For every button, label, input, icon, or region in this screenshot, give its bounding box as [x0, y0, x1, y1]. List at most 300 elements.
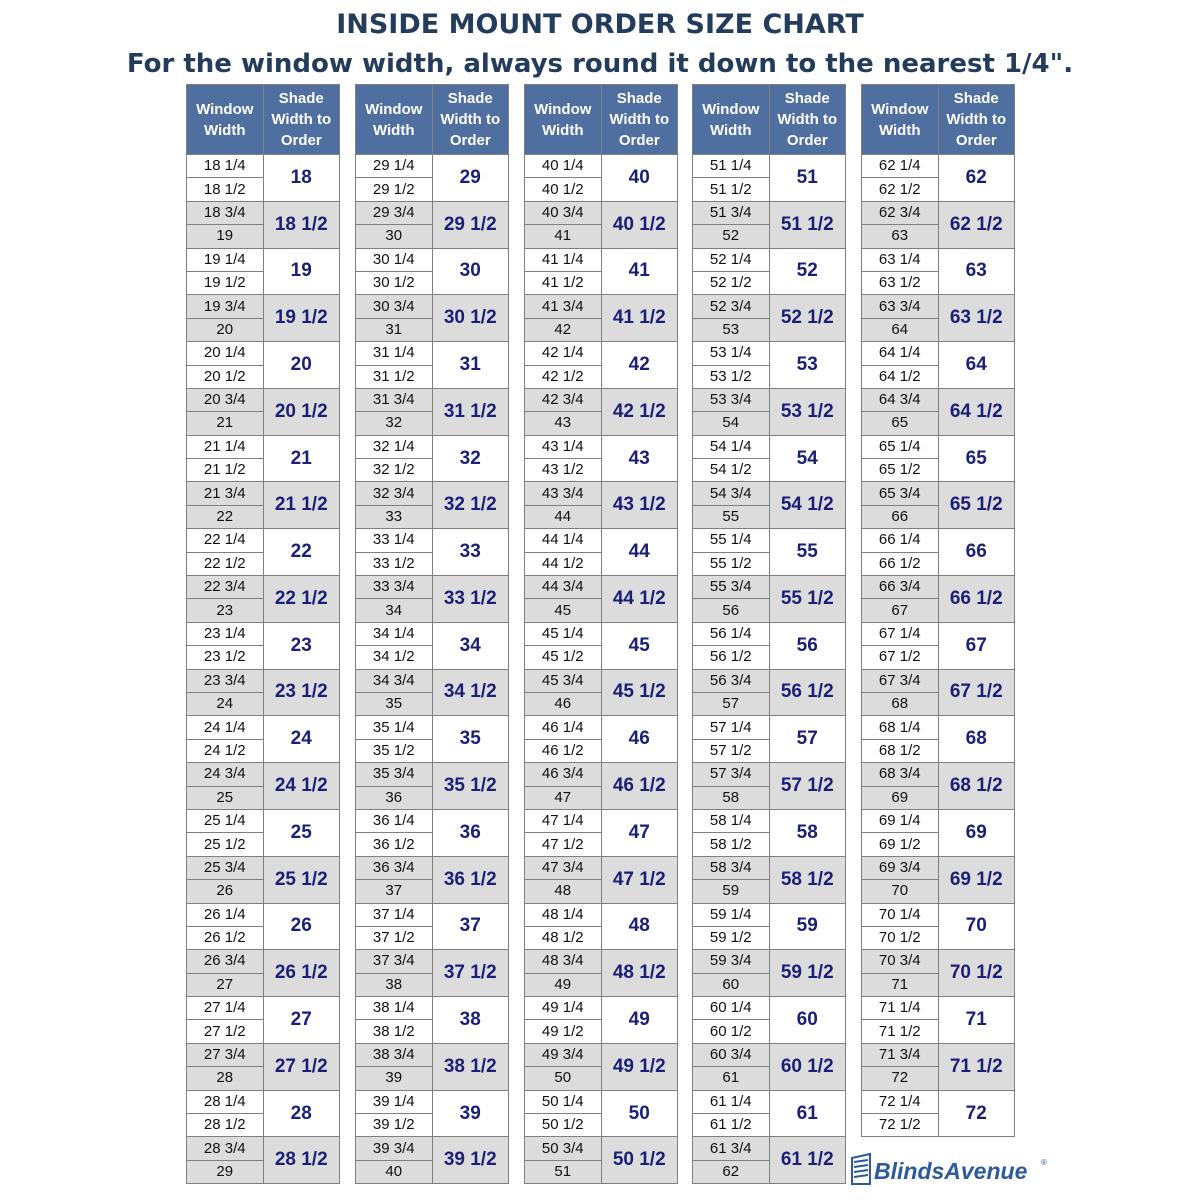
shade-width-cell: 67 1/2 [938, 669, 1015, 716]
chart-title: INSIDE MOUNT ORDER SIZE CHART [336, 9, 864, 40]
window-width-cell: 20 1/4 [187, 342, 264, 365]
shade-width-cell: 30 1/2 [432, 295, 509, 342]
window-width-cell: 44 1/2 [525, 552, 602, 575]
shade-width-cell: 72 [938, 1090, 1015, 1137]
shade-width-cell: 35 [432, 716, 509, 763]
window-width-cell: 71 1/4 [862, 997, 939, 1020]
window-width-cell: 27 [187, 973, 264, 996]
shade-width-cell: 31 [432, 342, 509, 389]
window-width-cell: 20 1/2 [187, 365, 264, 388]
window-width-cell: 52 1/2 [693, 271, 770, 294]
shade-width-cell: 57 1/2 [769, 763, 846, 810]
window-width-cell: 25 1/2 [187, 833, 264, 856]
shade-width-cell: 40 1/2 [601, 201, 678, 248]
shade-width-cell: 20 1/2 [263, 388, 340, 435]
window-width-cell: 36 1/4 [356, 809, 433, 832]
shade-width-cell: 67 [938, 622, 1015, 669]
shade-width-cell: 27 1/2 [263, 1043, 340, 1090]
window-width-cell: 31 1/2 [356, 365, 433, 388]
window-width-cell: 21 1/2 [187, 459, 264, 482]
window-width-cell: 45 [525, 599, 602, 622]
window-width-cell: 57 1/2 [693, 739, 770, 762]
window-width-cell: 47 [525, 786, 602, 809]
window-width-cell: 62 1/4 [862, 155, 939, 178]
window-width-cell: 61 1/4 [693, 1090, 770, 1113]
window-width-cell: 39 3/4 [356, 1137, 433, 1160]
header-window-width: Window Width [862, 85, 939, 155]
shade-width-cell: 54 [769, 435, 846, 482]
window-width-cell: 38 1/2 [356, 1020, 433, 1043]
window-width-cell: 53 3/4 [693, 388, 770, 411]
header-window-width: Window Width [525, 85, 602, 155]
shade-width-cell: 24 1/2 [263, 763, 340, 810]
window-width-cell: 41 1/2 [525, 271, 602, 294]
window-width-cell: 28 1/2 [187, 1114, 264, 1137]
shade-width-cell: 45 [601, 622, 678, 669]
shade-width-cell: 71 [938, 997, 1015, 1044]
shade-width-cell: 53 [769, 342, 846, 389]
window-width-cell: 64 1/4 [862, 342, 939, 365]
window-width-cell: 32 1/2 [356, 459, 433, 482]
window-width-cell: 57 [693, 692, 770, 715]
window-width-cell: 35 1/4 [356, 716, 433, 739]
shade-width-cell: 21 [263, 435, 340, 482]
shade-width-cell: 29 [432, 155, 509, 202]
window-width-cell: 46 3/4 [525, 763, 602, 786]
shade-width-cell: 22 1/2 [263, 576, 340, 623]
shade-width-cell: 52 [769, 248, 846, 295]
window-width-cell: 33 1/4 [356, 529, 433, 552]
window-width-cell: 49 [525, 973, 602, 996]
window-width-cell: 64 3/4 [862, 388, 939, 411]
window-width-cell: 59 3/4 [693, 950, 770, 973]
shade-width-cell: 70 1/2 [938, 950, 1015, 997]
shade-width-cell: 46 [601, 716, 678, 763]
blinds-avenue-logo [850, 1152, 1050, 1192]
window-width-cell: 47 3/4 [525, 856, 602, 879]
window-width-cell: 20 [187, 318, 264, 341]
window-width-cell: 19 [187, 225, 264, 248]
window-width-cell: 29 1/4 [356, 155, 433, 178]
window-width-cell: 63 1/2 [862, 271, 939, 294]
chart-subtitle: For the window width, always round it down to the nearest 1/4". [126, 49, 1074, 79]
window-width-cell: 63 3/4 [862, 295, 939, 318]
shade-width-cell: 23 [263, 622, 340, 669]
window-width-cell: 40 1/2 [525, 178, 602, 201]
window-width-cell: 59 1/2 [693, 926, 770, 949]
window-width-cell: 55 [693, 505, 770, 528]
header-window-width: Window Width [693, 85, 770, 155]
window-width-cell: 25 1/4 [187, 809, 264, 832]
window-width-cell: 48 [525, 880, 602, 903]
blinds-icon [850, 1152, 874, 1188]
window-width-cell: 66 [862, 505, 939, 528]
shade-width-cell: 27 [263, 997, 340, 1044]
shade-width-cell: 29 1/2 [432, 201, 509, 248]
window-width-cell: 45 3/4 [525, 669, 602, 692]
window-width-cell: 55 1/2 [693, 552, 770, 575]
window-width-cell: 31 3/4 [356, 388, 433, 411]
window-width-cell: 32 1/4 [356, 435, 433, 458]
window-width-cell: 36 [356, 786, 433, 809]
window-width-cell: 67 3/4 [862, 669, 939, 692]
window-width-cell: 22 1/4 [187, 529, 264, 552]
window-width-cell: 43 3/4 [525, 482, 602, 505]
header-shade-width: Shade Width to Order [263, 85, 340, 155]
window-width-cell: 30 1/4 [356, 248, 433, 271]
window-width-cell: 61 [693, 1067, 770, 1090]
shade-width-cell: 55 [769, 529, 846, 576]
shade-width-cell: 26 [263, 903, 340, 950]
window-width-cell: 49 1/2 [525, 1020, 602, 1043]
window-width-cell: 19 1/4 [187, 248, 264, 271]
shade-width-cell: 40 [601, 155, 678, 202]
window-width-cell: 32 3/4 [356, 482, 433, 505]
shade-width-cell: 60 [769, 997, 846, 1044]
shade-width-cell: 49 1/2 [601, 1043, 678, 1090]
window-width-cell: 18 1/4 [187, 155, 264, 178]
window-width-cell: 30 [356, 225, 433, 248]
shade-width-cell: 63 1/2 [938, 295, 1015, 342]
window-width-cell: 26 1/4 [187, 903, 264, 926]
header-shade-width: Shade Width to Order [601, 85, 678, 155]
window-width-cell: 50 3/4 [525, 1137, 602, 1160]
window-width-cell: 65 1/4 [862, 435, 939, 458]
shade-width-cell: 32 1/2 [432, 482, 509, 529]
shade-width-cell: 44 [601, 529, 678, 576]
window-width-cell: 68 1/2 [862, 739, 939, 762]
window-width-cell: 54 3/4 [693, 482, 770, 505]
window-width-cell: 28 1/4 [187, 1090, 264, 1113]
shade-width-cell: 41 [601, 248, 678, 295]
window-width-cell: 64 [862, 318, 939, 341]
window-width-cell: 60 1/4 [693, 997, 770, 1020]
header-window-width: Window Width [187, 85, 264, 155]
shade-width-cell: 51 1/2 [769, 201, 846, 248]
window-width-cell: 39 [356, 1067, 433, 1090]
window-width-cell: 34 1/2 [356, 646, 433, 669]
shade-width-cell: 43 [601, 435, 678, 482]
window-width-cell: 36 3/4 [356, 856, 433, 879]
window-width-cell: 42 1/2 [525, 365, 602, 388]
window-width-cell: 33 1/2 [356, 552, 433, 575]
window-width-cell: 67 1/2 [862, 646, 939, 669]
window-width-cell: 59 1/4 [693, 903, 770, 926]
shade-width-cell: 52 1/2 [769, 295, 846, 342]
shade-width-cell: 63 [938, 248, 1015, 295]
window-width-cell: 65 3/4 [862, 482, 939, 505]
window-width-cell: 43 1/4 [525, 435, 602, 458]
window-width-cell: 29 [187, 1160, 264, 1183]
shade-width-cell: 58 [769, 809, 846, 856]
shade-width-cell: 42 [601, 342, 678, 389]
window-width-cell: 53 [693, 318, 770, 341]
window-width-cell: 48 1/2 [525, 926, 602, 949]
shade-width-cell: 58 1/2 [769, 856, 846, 903]
shade-width-cell: 64 1/2 [938, 388, 1015, 435]
window-width-cell: 28 [187, 1067, 264, 1090]
window-width-cell: 66 1/4 [862, 529, 939, 552]
shade-width-cell: 25 [263, 809, 340, 856]
window-width-cell: 42 3/4 [525, 388, 602, 411]
window-width-cell: 42 [525, 318, 602, 341]
window-width-cell: 58 3/4 [693, 856, 770, 879]
window-width-cell: 48 3/4 [525, 950, 602, 973]
shade-width-cell: 53 1/2 [769, 388, 846, 435]
window-width-cell: 60 3/4 [693, 1043, 770, 1066]
shade-width-cell: 70 [938, 903, 1015, 950]
shade-width-cell: 28 [263, 1090, 340, 1137]
window-width-cell: 29 1/2 [356, 178, 433, 201]
window-width-cell: 52 3/4 [693, 295, 770, 318]
window-width-cell: 37 3/4 [356, 950, 433, 973]
window-width-cell: 46 1/2 [525, 739, 602, 762]
shade-width-cell: 44 1/2 [601, 576, 678, 623]
header-shade-width: Shade Width to Order [769, 85, 846, 155]
shade-width-cell: 41 1/2 [601, 295, 678, 342]
window-width-cell: 40 1/4 [525, 155, 602, 178]
window-width-cell: 35 3/4 [356, 763, 433, 786]
window-width-cell: 63 [862, 225, 939, 248]
window-width-cell: 27 1/4 [187, 997, 264, 1020]
window-width-cell: 38 1/4 [356, 997, 433, 1020]
window-width-cell: 24 1/4 [187, 716, 264, 739]
window-width-cell: 50 [525, 1067, 602, 1090]
window-width-cell: 69 [862, 786, 939, 809]
window-width-cell: 43 [525, 412, 602, 435]
window-width-cell: 56 [693, 599, 770, 622]
window-width-cell: 28 3/4 [187, 1137, 264, 1160]
window-width-cell: 37 1/4 [356, 903, 433, 926]
shade-width-cell: 65 1/2 [938, 482, 1015, 529]
shade-width-cell: 26 1/2 [263, 950, 340, 997]
shade-width-cell: 49 [601, 997, 678, 1044]
window-width-cell: 68 3/4 [862, 763, 939, 786]
window-width-cell: 46 [525, 692, 602, 715]
size-table [692, 84, 846, 1184]
window-width-cell: 21 1/4 [187, 435, 264, 458]
window-width-cell: 20 3/4 [187, 388, 264, 411]
window-width-cell: 34 [356, 599, 433, 622]
shade-width-cell: 69 [938, 809, 1015, 856]
header-shade-width: Shade Width to Order [938, 85, 1015, 155]
window-width-cell: 62 [693, 1160, 770, 1183]
shade-width-cell: 59 1/2 [769, 950, 846, 997]
window-width-cell: 60 [693, 973, 770, 996]
window-width-cell: 58 [693, 786, 770, 809]
window-width-cell: 68 1/4 [862, 716, 939, 739]
window-width-cell: 39 1/2 [356, 1114, 433, 1137]
shade-width-cell: 39 [432, 1090, 509, 1137]
window-width-cell: 70 1/4 [862, 903, 939, 926]
window-width-cell: 56 3/4 [693, 669, 770, 692]
window-width-cell: 61 3/4 [693, 1137, 770, 1160]
window-width-cell: 32 [356, 412, 433, 435]
window-width-cell: 54 1/4 [693, 435, 770, 458]
shade-width-cell: 25 1/2 [263, 856, 340, 903]
window-width-cell: 58 1/2 [693, 833, 770, 856]
shade-width-cell: 31 1/2 [432, 388, 509, 435]
window-width-cell: 50 1/4 [525, 1090, 602, 1113]
shade-width-cell: 39 1/2 [432, 1137, 509, 1184]
window-width-cell: 34 1/4 [356, 622, 433, 645]
window-width-cell: 23 1/2 [187, 646, 264, 669]
window-width-cell: 58 1/4 [693, 809, 770, 832]
shade-width-cell: 57 [769, 716, 846, 763]
shade-width-cell: 37 1/2 [432, 950, 509, 997]
window-width-cell: 60 1/2 [693, 1020, 770, 1043]
shade-width-cell: 19 1/2 [263, 295, 340, 342]
window-width-cell: 23 1/4 [187, 622, 264, 645]
window-width-cell: 49 3/4 [525, 1043, 602, 1066]
window-width-cell: 55 1/4 [693, 529, 770, 552]
shade-width-cell: 35 1/2 [432, 763, 509, 810]
shade-width-cell: 64 [938, 342, 1015, 389]
window-width-cell: 67 [862, 599, 939, 622]
window-width-cell: 41 1/4 [525, 248, 602, 271]
window-width-cell: 18 3/4 [187, 201, 264, 224]
window-width-cell: 31 [356, 318, 433, 341]
window-width-cell: 69 1/4 [862, 809, 939, 832]
window-width-cell: 51 3/4 [693, 201, 770, 224]
window-width-cell: 42 1/4 [525, 342, 602, 365]
window-width-cell: 22 3/4 [187, 576, 264, 599]
shade-width-cell: 50 1/2 [601, 1137, 678, 1184]
shade-width-cell: 45 1/2 [601, 669, 678, 716]
window-width-cell: 23 [187, 599, 264, 622]
shade-width-cell: 32 [432, 435, 509, 482]
window-width-cell: 40 [356, 1160, 433, 1183]
window-width-cell: 41 [525, 225, 602, 248]
shade-width-cell: 21 1/2 [263, 482, 340, 529]
window-width-cell: 71 [862, 973, 939, 996]
window-width-cell: 57 3/4 [693, 763, 770, 786]
window-width-cell: 59 [693, 880, 770, 903]
shade-width-cell: 20 [263, 342, 340, 389]
shade-width-cell: 33 [432, 529, 509, 576]
shade-width-cell: 47 [601, 809, 678, 856]
window-width-cell: 72 1/4 [862, 1090, 939, 1113]
window-width-cell: 34 3/4 [356, 669, 433, 692]
logo-text: BlindsAvenue [874, 1158, 1028, 1184]
window-width-cell: 56 1/4 [693, 622, 770, 645]
window-width-cell: 49 1/4 [525, 997, 602, 1020]
window-width-cell: 55 3/4 [693, 576, 770, 599]
size-table [861, 84, 1015, 1137]
window-width-cell: 19 3/4 [187, 295, 264, 318]
shade-width-cell: 33 1/2 [432, 576, 509, 623]
header-window-width: Window Width [356, 85, 433, 155]
window-width-cell: 51 [525, 1160, 602, 1183]
window-width-cell: 72 [862, 1067, 939, 1090]
window-width-cell: 38 3/4 [356, 1043, 433, 1066]
window-width-cell: 56 1/2 [693, 646, 770, 669]
window-width-cell: 33 3/4 [356, 576, 433, 599]
window-width-cell: 66 3/4 [862, 576, 939, 599]
size-table [186, 84, 340, 1184]
window-width-cell: 44 1/4 [525, 529, 602, 552]
shade-width-cell: 66 1/2 [938, 576, 1015, 623]
window-width-cell: 57 1/4 [693, 716, 770, 739]
window-width-cell: 51 1/4 [693, 155, 770, 178]
shade-width-cell: 37 [432, 903, 509, 950]
window-width-cell: 47 1/4 [525, 809, 602, 832]
window-width-cell: 71 1/2 [862, 1020, 939, 1043]
registered-mark: ® [1041, 1158, 1047, 1167]
shade-width-cell: 18 [263, 155, 340, 202]
shade-width-cell: 23 1/2 [263, 669, 340, 716]
shade-width-cell: 69 1/2 [938, 856, 1015, 903]
window-width-cell: 66 1/2 [862, 552, 939, 575]
header-shade-width: Shade Width to Order [432, 85, 509, 155]
window-width-cell: 65 [862, 412, 939, 435]
shade-width-cell: 42 1/2 [601, 388, 678, 435]
window-width-cell: 39 1/4 [356, 1090, 433, 1113]
window-width-cell: 44 [525, 505, 602, 528]
shade-width-cell: 56 [769, 622, 846, 669]
shade-width-cell: 54 1/2 [769, 482, 846, 529]
window-width-cell: 21 [187, 412, 264, 435]
shade-width-cell: 55 1/2 [769, 576, 846, 623]
shade-width-cell: 36 1/2 [432, 856, 509, 903]
shade-width-cell: 65 [938, 435, 1015, 482]
shade-width-cell: 38 1/2 [432, 1043, 509, 1090]
window-width-cell: 26 1/2 [187, 926, 264, 949]
window-width-cell: 30 3/4 [356, 295, 433, 318]
shade-width-cell: 34 [432, 622, 509, 669]
window-width-cell: 36 1/2 [356, 833, 433, 856]
window-width-cell: 29 3/4 [356, 201, 433, 224]
shade-width-cell: 28 1/2 [263, 1137, 340, 1184]
window-width-cell: 37 [356, 880, 433, 903]
window-width-cell: 47 1/2 [525, 833, 602, 856]
shade-width-cell: 60 1/2 [769, 1043, 846, 1090]
window-width-cell: 54 [693, 412, 770, 435]
window-width-cell: 54 1/2 [693, 459, 770, 482]
shade-width-cell: 59 [769, 903, 846, 950]
window-width-cell: 22 1/2 [187, 552, 264, 575]
shade-width-cell: 46 1/2 [601, 763, 678, 810]
window-width-cell: 48 1/4 [525, 903, 602, 926]
window-width-cell: 38 [356, 973, 433, 996]
window-width-cell: 63 1/4 [862, 248, 939, 271]
window-width-cell: 24 3/4 [187, 763, 264, 786]
window-width-cell: 23 3/4 [187, 669, 264, 692]
shade-width-cell: 66 [938, 529, 1015, 576]
window-width-cell: 19 1/2 [187, 271, 264, 294]
shade-width-cell: 24 [263, 716, 340, 763]
window-width-cell: 52 [693, 225, 770, 248]
shade-width-cell: 56 1/2 [769, 669, 846, 716]
window-width-cell: 62 3/4 [862, 201, 939, 224]
window-width-cell: 51 1/2 [693, 178, 770, 201]
window-width-cell: 46 1/4 [525, 716, 602, 739]
shade-width-cell: 61 1/2 [769, 1137, 846, 1184]
window-width-cell: 30 1/2 [356, 271, 433, 294]
size-table [524, 84, 678, 1184]
window-width-cell: 27 1/2 [187, 1020, 264, 1043]
window-width-cell: 52 1/4 [693, 248, 770, 271]
shade-width-cell: 36 [432, 809, 509, 856]
window-width-cell: 33 [356, 505, 433, 528]
window-width-cell: 24 [187, 692, 264, 715]
window-width-cell: 50 1/2 [525, 1114, 602, 1137]
shade-width-cell: 62 1/2 [938, 201, 1015, 248]
shade-width-cell: 48 [601, 903, 678, 950]
window-width-cell: 24 1/2 [187, 739, 264, 762]
window-width-cell: 64 1/2 [862, 365, 939, 388]
shade-width-cell: 71 1/2 [938, 1043, 1015, 1090]
